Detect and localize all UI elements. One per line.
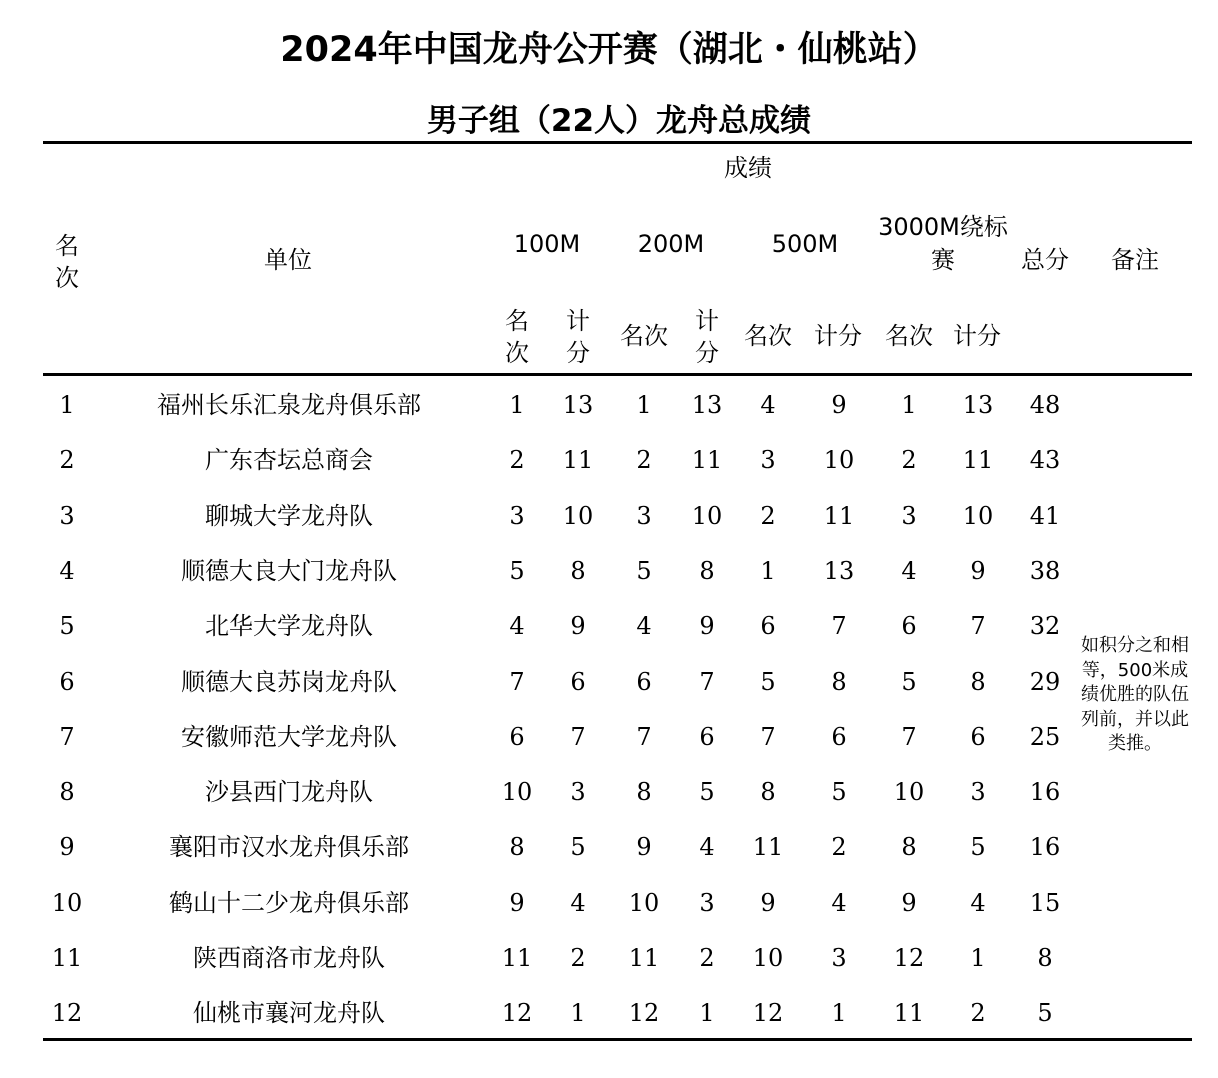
cell-p100: 13 [562, 391, 594, 419]
total-header: 总分 [1021, 246, 1069, 274]
results-header: 成绩 [724, 154, 772, 182]
cell-total: 41 [1029, 501, 1061, 530]
cell-rank: 2 [59, 446, 75, 475]
subheader-500m-points: 计分 [814, 322, 862, 350]
cell-r3000: 5 [901, 667, 917, 696]
cell-total: 25 [1029, 722, 1061, 751]
cell-unit: 北华大学龙舟队 [205, 612, 373, 641]
cell-r3000: 6 [901, 612, 917, 641]
top-rule [43, 141, 1192, 144]
cell-r200: 8 [636, 778, 652, 807]
cell-r100: 4 [509, 612, 525, 641]
cell-p200: 7 [699, 667, 715, 696]
cell-p200: 3 [699, 888, 715, 917]
header-100m: 100M [513, 230, 581, 258]
cell-r500: 10 [752, 944, 784, 972]
cell-p100: 4 [570, 888, 586, 917]
cell-r3000: 12 [893, 944, 925, 972]
cell-p3000: 7 [970, 612, 986, 641]
cell-rank: 12 [51, 999, 83, 1028]
cell-p500: 6 [831, 722, 847, 751]
cell-r500: 7 [760, 722, 776, 751]
cell-p500: 4 [831, 888, 847, 917]
subheader-500m-rank: 名次 [744, 322, 792, 350]
cell-unit: 福州长乐汇泉龙舟俱乐部 [157, 391, 421, 419]
cell-r100: 6 [509, 722, 525, 751]
cell-r100: 12 [501, 999, 533, 1028]
cell-total: 48 [1029, 391, 1061, 419]
cell-r200: 4 [636, 612, 652, 641]
cell-rank: 6 [59, 667, 75, 696]
cell-r3000: 7 [901, 722, 917, 751]
cell-rank: 10 [51, 888, 83, 917]
cell-rank: 5 [59, 612, 75, 641]
unit-header: 单位 [264, 246, 312, 274]
cell-p200: 9 [699, 612, 715, 641]
remarks-note: 如积分之和相等，500米成绩优胜的队伍列前，并以此类推。 [1081, 635, 1189, 755]
cell-r100: 1 [509, 391, 525, 419]
cell-unit: 襄阳市汉水龙舟俱乐部 [169, 833, 409, 862]
cell-r3000: 8 [901, 833, 917, 862]
cell-p500: 5 [831, 778, 847, 807]
cell-rank: 8 [59, 778, 75, 807]
cell-total: 5 [1037, 999, 1053, 1028]
page-title: 2024年中国龙舟公开赛（湖北・仙桃站） [280, 30, 938, 70]
cell-p200: 4 [699, 833, 715, 862]
cell-r200: 7 [636, 722, 652, 751]
cell-total: 38 [1029, 556, 1061, 585]
cell-unit: 广东杏坛总商会 [205, 446, 373, 475]
cell-rank: 11 [51, 944, 83, 972]
cell-total: 16 [1029, 778, 1061, 807]
cell-r200: 3 [636, 501, 652, 530]
cell-p100: 11 [562, 446, 594, 475]
cell-r100: 2 [509, 446, 525, 475]
subheader-100m-points: 计分 [566, 307, 590, 367]
cell-p3000: 8 [970, 667, 986, 696]
cell-r500: 1 [760, 556, 776, 585]
cell-r500: 11 [752, 833, 784, 862]
cell-r100: 11 [501, 944, 533, 972]
cell-r500: 12 [752, 999, 784, 1028]
cell-unit: 沙县西门龙舟队 [205, 778, 373, 807]
cell-r3000: 3 [901, 501, 917, 530]
cell-unit: 仙桃市襄河龙舟队 [193, 999, 385, 1028]
cell-r200: 2 [636, 446, 652, 475]
cell-r500: 2 [760, 501, 776, 530]
cell-p100: 7 [570, 722, 586, 751]
cell-r200: 6 [636, 667, 652, 696]
cell-p500: 9 [831, 391, 847, 419]
cell-p3000: 13 [962, 391, 994, 419]
cell-p100: 6 [570, 667, 586, 696]
cell-p500: 8 [831, 667, 847, 696]
cell-unit: 聊城大学龙舟队 [205, 501, 373, 530]
cell-rank: 3 [59, 501, 75, 530]
cell-r3000: 1 [901, 391, 917, 419]
bottom-rule [43, 1038, 1192, 1041]
cell-unit: 顺德大良苏岗龙舟队 [181, 667, 397, 696]
cell-total: 16 [1029, 833, 1061, 862]
cell-rank: 7 [59, 722, 75, 751]
cell-r3000: 10 [893, 778, 925, 807]
cell-p500: 10 [823, 446, 855, 475]
cell-p200: 2 [699, 944, 715, 972]
cell-total: 32 [1029, 612, 1061, 641]
cell-rank: 1 [59, 391, 75, 419]
cell-p500: 2 [831, 833, 847, 862]
cell-p3000: 6 [970, 722, 986, 751]
cell-p200: 6 [699, 722, 715, 751]
header-200m: 200M [637, 230, 705, 258]
cell-r100: 10 [501, 778, 533, 807]
cell-unit: 陕西商洛市龙舟队 [193, 944, 385, 972]
cell-p500: 7 [831, 612, 847, 641]
cell-p3000: 4 [970, 888, 986, 917]
cell-p100: 8 [570, 556, 586, 585]
cell-unit: 顺德大良大门龙舟队 [181, 556, 397, 585]
cell-p200: 13 [691, 391, 723, 419]
cell-r200: 11 [628, 944, 660, 972]
cell-r500: 5 [760, 667, 776, 696]
cell-p100: 5 [570, 833, 586, 862]
cell-p500: 13 [823, 556, 855, 585]
subheader-200m-rank: 名次 [620, 322, 668, 350]
cell-p3000: 1 [970, 944, 986, 972]
cell-r200: 12 [628, 999, 660, 1028]
cell-p3000: 11 [962, 446, 994, 475]
subheader-3000m-points: 计分 [953, 322, 1001, 350]
cell-unit: 鹤山十二少龙舟俱乐部 [169, 888, 409, 917]
cell-p500: 1 [831, 999, 847, 1028]
cell-unit: 安徽师范大学龙舟队 [181, 722, 397, 751]
cell-p100: 9 [570, 612, 586, 641]
cell-p200: 11 [691, 446, 723, 475]
cell-r500: 8 [760, 778, 776, 807]
cell-r200: 1 [636, 391, 652, 419]
cell-p200: 10 [691, 501, 723, 530]
cell-r3000: 4 [901, 556, 917, 585]
cell-p100: 10 [562, 501, 594, 530]
cell-p200: 8 [699, 556, 715, 585]
cell-r500: 6 [760, 612, 776, 641]
cell-r100: 3 [509, 501, 525, 530]
cell-r3000: 2 [901, 446, 917, 475]
cell-total: 15 [1029, 888, 1061, 917]
cell-total: 43 [1029, 446, 1061, 475]
cell-p100: 3 [570, 778, 586, 807]
cell-p500: 3 [831, 944, 847, 972]
cell-p100: 2 [570, 944, 586, 972]
cell-r100: 9 [509, 888, 525, 917]
subheader-100m-rank: 名次 [505, 307, 529, 367]
rank-header: 名次 [55, 232, 79, 292]
cell-r100: 7 [509, 667, 525, 696]
cell-rank: 9 [59, 833, 75, 862]
cell-r100: 8 [509, 833, 525, 862]
cell-p3000: 10 [962, 501, 994, 530]
cell-p3000: 2 [970, 999, 986, 1028]
cell-p3000: 3 [970, 778, 986, 807]
cell-p100: 1 [570, 999, 586, 1028]
cell-total: 29 [1029, 667, 1061, 696]
cell-r200: 9 [636, 833, 652, 862]
cell-r200: 10 [628, 888, 660, 917]
cell-r500: 4 [760, 391, 776, 419]
cell-r200: 5 [636, 556, 652, 585]
cell-p200: 5 [699, 778, 715, 807]
remarks-header: 备注 [1111, 246, 1159, 274]
header-bottom-rule [43, 373, 1192, 376]
cell-p200: 1 [699, 999, 715, 1028]
cell-rank: 4 [59, 556, 75, 585]
cell-r500: 3 [760, 446, 776, 475]
cell-r500: 9 [760, 888, 776, 917]
subheader-200m-points: 计分 [695, 307, 719, 367]
cell-p3000: 5 [970, 833, 986, 862]
cell-total: 8 [1037, 944, 1053, 972]
cell-r100: 5 [509, 556, 525, 585]
header-3000m: 3000M绕标赛 [878, 213, 1008, 274]
cell-r3000: 11 [893, 999, 925, 1028]
subheader-3000m-rank: 名次 [885, 322, 933, 350]
header-500m: 500M [771, 230, 839, 258]
table-subtitle: 男子组（22人）龙舟总成绩 [426, 103, 812, 139]
cell-r3000: 9 [901, 888, 917, 917]
cell-p3000: 9 [970, 556, 986, 585]
cell-p500: 11 [823, 501, 855, 530]
